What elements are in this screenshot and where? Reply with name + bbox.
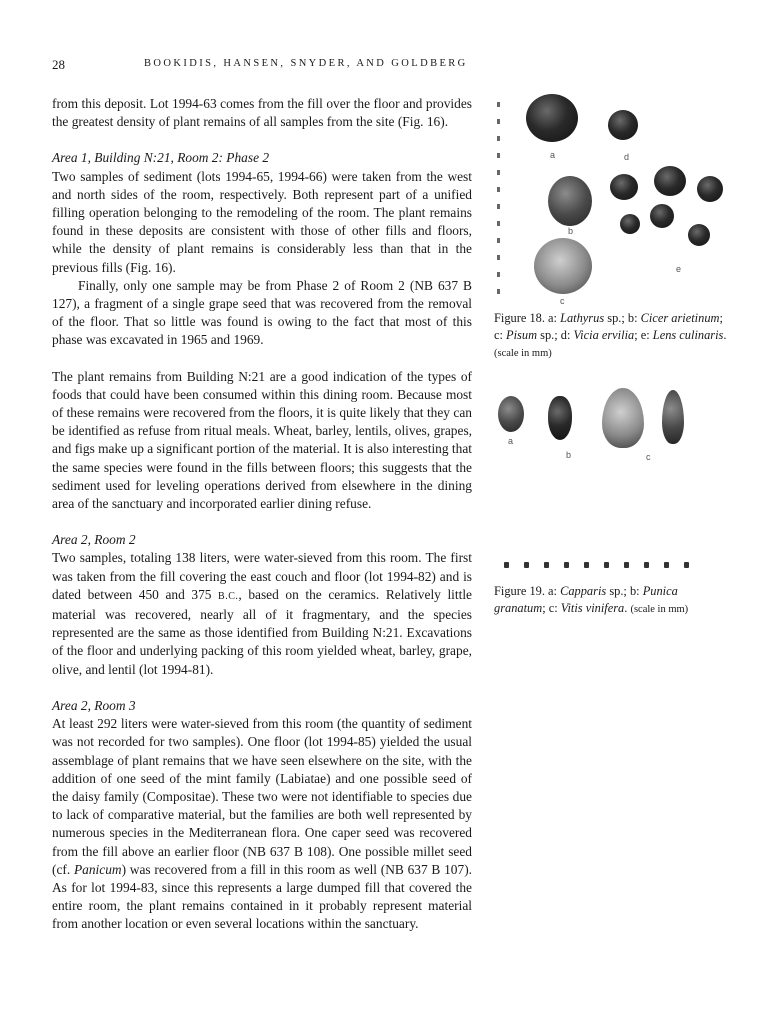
paragraph: At least 292 liters were water-sieved from this room (the quantity of sediment was not recorded for two samples). One floor (lot 1994-85) yielded the usual assemblage of plant remains that we have seen elsewhere on the site, with the addition of one seed of the mint family (Labiatae) and one possible seed of the daisy family (Compositae). These two were not identifiable to species due to lack of comparative material, but the families are both well represented by numerous species in the Mediterranean flora. One caper seed was recovered from the fill above an earlier floor (NB 637 B 108). One possible millet seed (cf. Panicum) was recovered from a fill in this room as well (NB 637 B 107). As for lot 1994-83, since this represents a large dumped fill that covered the entire room, the plant remains contained in it probably represent material from another location or even several locations within the sanctuary. <box>52 716 472 932</box>
fig18-label-b: b <box>568 226 574 236</box>
fig18-label-a: a <box>550 150 556 160</box>
paragraph: Two samples, totaling 138 liters, were water-sieved from this room. The first was taken from the fill covering the east couch and floor (lot 1994-82) and is dated between 450 and 375 B.C., based on the ceramics. Relatively little material was recovered, nearly all of it fragmentary, and the species represented are the same as those identified from Building N:21. Excavations of the floor and underlying packing of this room yielded wheat, barley, grape, olive, and lentil (lot 1994-81). <box>52 550 472 677</box>
section-heading: Area 1, Building N:21, Room 2: Phase 2 <box>52 150 270 166</box>
figure-18-caption: Figure 18. a: Lathyrus sp.; b: Cicer arietinum; c: Pisum sp.; d: Vicia ervilia; e: Lens culinaris. (scale in mm) <box>494 311 727 359</box>
figure-18 <box>494 92 732 362</box>
era-abbrev: B.C. <box>218 590 239 602</box>
section-heading: Area 2, Room 2 <box>52 532 136 548</box>
figure-18-photo <box>494 92 732 304</box>
scale-note: (scale in mm) <box>630 604 689 615</box>
genus-name: Panicum <box>73 861 122 877</box>
page-header <box>52 57 472 75</box>
paragraph: The plant remains from Building N:21 are a good indication of the types of foods that could have been consumed within this dining room. Because most of these remains were recovered from the floors, it is quite likely that they can be identified as refuse from ritual meals. Wheat, barley, lentils, olives, grapes, and figs make up a significant portion of the material. It is also interesting that the same species were found in the fills between floors; this suggests that the sediment used for leveling operations derived from elsewhere in the dining area of the sanctuary and incorporated earlier dining refuse. <box>52 368 472 512</box>
page-number: 28 <box>52 57 65 72</box>
main-text-column <box>52 95 472 934</box>
figure-19-caption: Figure 19. a: Capparis sp.; b: Punica granatum; c: Vitis vinifera. (scale in mm) <box>494 584 689 615</box>
paragraph: from this deposit. Lot 1994-63 comes from the fill over the floor and provides the greatest density of plant remains of all samples from the site (Fig. 16). <box>52 96 472 130</box>
figure-19-photo <box>494 382 732 577</box>
fig18-label-e: e <box>676 264 682 274</box>
section-heading: Area 2, Room 3 <box>52 697 136 713</box>
fig19-label-a: a <box>508 436 514 446</box>
fig19-label-c: c <box>646 452 651 462</box>
paragraph: Two samples of sediment (lots 1994-65, 1994-66) were taken from the west and north sides of the room, respectively. Both represent part of a unified filling operation belonging to the remodeling of the room. The plant remains found in these deposits are consistent with those of other fills and floors, while the density of plant remains is considerably less than that in the previous fills (Fig. 16). <box>52 168 472 275</box>
figure-19 <box>494 382 732 618</box>
running-head: BOOKIDIS, HANSEN, SNYDER, AND GOLDBERG <box>144 58 468 69</box>
paragraph: Finally, only one sample may be from Phase 2 of Room 2 (NB 637 B 127), a fragment of a single grape seed that was recovered from the removal of the floor. That so little was found is owing to the fact that most of this phase was excavated in 1965 and 1969. <box>52 277 472 348</box>
fig18-label-c: c <box>560 296 565 306</box>
scale-note: (scale in mm) <box>494 348 552 359</box>
fig18-label-d: d <box>624 152 630 162</box>
fig19-label-b: b <box>566 450 572 460</box>
